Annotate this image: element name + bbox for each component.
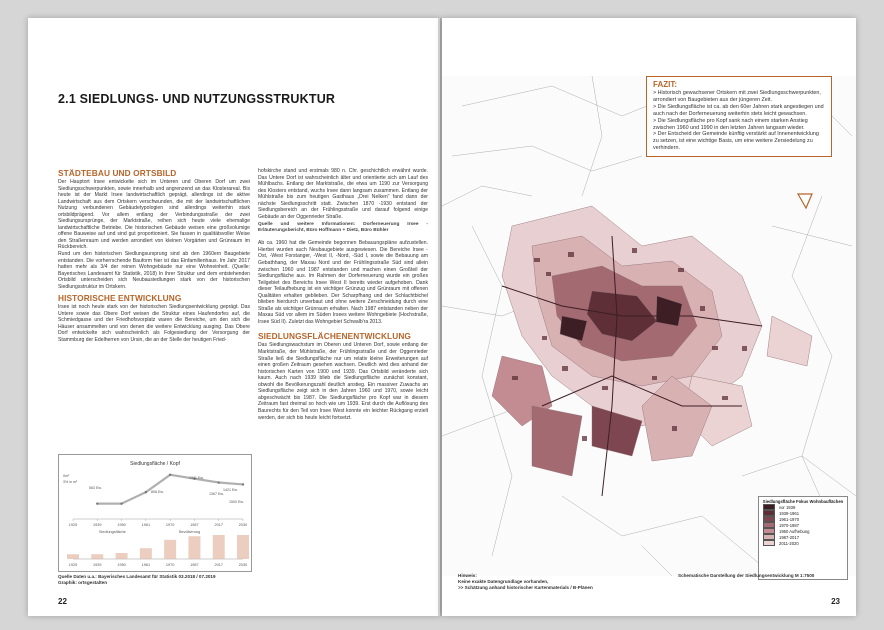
- source-note: Quelle und weitere Informationen: Dorferneuerung Irsee - Erläuterungsbericht, Büro Hoffmann + Dietz, Büro Bühler: [258, 222, 428, 234]
- chart-lower-bar: [213, 535, 225, 559]
- fazit-item: > Die Siedlungsfläche ist ca. ab den 60er Jahren stark angestiegen und auch nach der Dorferneuerung weiterhin stets leicht gewachsen.: [653, 103, 824, 117]
- chart-data-label: 1500 Ew.: [229, 500, 244, 504]
- paragraph-staedtebau-2: Rund um den historischen Siedlungsursprung sind ab den 1960ern Baugebiete entstanden. Die vorherrschende Bauform hier ist das Einfamilienhaus. Im Jahr 2017 hatten mehr als 3/4 der reinen Wohngebäude nur eine Wohneinheit. (Quelle: Bayerisches Landesamt für Statistik, 2018) In ihrer Struktur und dem entstehenden Ortsbild unterscheiden sich Neubausiedlungen stark von der historischen Siedlungsstruktur im Ortskern.: [58, 251, 250, 290]
- paragraph-bebauungsplaene: Ab ca. 1960 hat die Gemeinde begonnen Bebauungspläne aufzustellen. Hierbei wurden auch Neubaugebiete ausgewiesen. Die Bereiche Irsee -Ost, -West Forstanger, -West II, -Nord, -Süd I, sowie die Bebauung am Gebathhang, der Maxau Nord und der Frühlingsstraße Süd sind allein zwischen 1960 und 1987 entstanden und machen einen Großteil der Siedlungsfläche aus. Im Rahmen der Dorferneuerung wurde ein großes Teilgebiet des Bereichs Irsee West II bereits wieder aufgehoben. Dank dieser Teilaufhebung ist ein wichtiger Grünzug und Grünraum mit offenen Qualitäten erhalten geblieben. Der Scharpfhang und der Schlachtbichel blieben hierdurch unverbaut und ohne weitere Zerschneidung durch eine Straße als wichtiger Grünraum erhalten. Nach 1987 entstanden neben der Maxau Süd vor allem im Süden Irsees weitere Wohngebiete (Hochstraße, Irsee Süd II). Zuletzt das Wohngebiet Schwalb'ra 2013.: [258, 240, 428, 325]
- chart-source: [58, 574, 258, 586]
- chart-point: [145, 491, 147, 493]
- chart-lower-tick-label: 2030: [238, 563, 248, 567]
- chart-lower-label: Bevölkerung: [179, 530, 201, 534]
- chart-lower-tick-label: 1961: [141, 563, 151, 567]
- column-1: [58, 168, 250, 344]
- legend-label: 1970-1987: [779, 522, 800, 528]
- paragraph-historische-entwicklung: Irsee ist noch heute stark von der historischen Siedlungsentwicklung geprägt. Das Untere sowie das Obere Dorf weisen die Struktur eines Haufendorfes auf, die Schmiedgasse und der Friedhofsvorplatz waren die Bereiche, um den sich die Häuser ansammelten und von denen die weitere Entwicklung ausging. Das Obere Dorf entwickelte sich wahrscheinlich als Folgesiedlung der Versorgung der Stammburg der Edelherren von Ursin, die an der Stelle der heutigen Fried-: [58, 304, 250, 344]
- chart-lower-bar: [188, 536, 200, 559]
- heading-staedtebau: STÄDTEBAU UND ORTSBILD: [58, 168, 177, 178]
- chart-lower-bar: [67, 554, 79, 559]
- chart-data-label: 3% in m²: [63, 480, 78, 484]
- chart-lower-bar: [91, 554, 103, 559]
- legend-label: 1939-1961: [779, 510, 800, 516]
- chart-tick-label: 1961: [141, 523, 151, 527]
- chart-tick-label: 2030: [238, 523, 248, 527]
- legend-swatch: [763, 540, 775, 546]
- heading-historische-entwicklung: HISTORISCHE ENTWICKLUNG: [58, 293, 182, 304]
- chart-siedlungsflaeche: [58, 454, 252, 572]
- paragraph-history-cont: hofskirche stand und erstmals 980 n. Chr. geschichtlich erwähnt wurde. Das Untere Dorf ist wahrscheinlich älter und orientierte sich am Lauf des Mühlbachs. Entlang der Marktstraße, die etwa um 1190 zur Versorgung des Klosters entstand, wuchs Irsee dann langsam zusammen. Entlang der Mühlstraße bis zum heutigen Gasthaus „Drei Nelken" fand dann der nächste Siedlungsschritt statt. Zwischen 1870 -1930 entstand der Siedlungsbereich an der Frühlingsstraße und darauf folgend einige Gebäude an der Oggenrieder Straße.: [258, 168, 428, 220]
- legend-title: Siedlungsfläche Fokus Wohnbauflächen: [762, 499, 844, 504]
- section-title: 2.1 SIEDLUNGS- UND NUTZUNGSSTRUKTUR: [58, 92, 336, 106]
- chart-tick-label: 1970: [165, 523, 175, 527]
- chart-lower-label: Siedlungsfläche: [99, 530, 126, 534]
- chart-lower-tick-label: 1950: [117, 563, 126, 567]
- fazit-item: > Die Siedlungsfläche pro Kopf sank nach einem starken Anstieg zwischen 1960 und 1990 in den letzten Jahren langsam wieder.: [653, 117, 808, 131]
- chart-point: [120, 502, 122, 504]
- chart-tick-label: 1939: [93, 523, 102, 527]
- chart-lower-tick-label: 1925: [68, 563, 78, 567]
- fazit-title: FAZIT:: [653, 80, 677, 89]
- chart-point: [218, 481, 220, 483]
- chart-lower-tick-label: 1987: [190, 563, 199, 567]
- chart-lower-bar: [116, 553, 128, 559]
- chart-point: [242, 483, 244, 485]
- legend-label: 1987-2017: [779, 534, 800, 540]
- chart-point: [169, 474, 171, 476]
- legend-label: vor 1939: [779, 504, 796, 510]
- chart-tick-label: 2017: [214, 523, 223, 527]
- hint-line-1: Keine exakte Datengrundlage vorhanden,: [458, 579, 549, 584]
- legend-item: [763, 540, 847, 546]
- legend-label: 1961-1970: [779, 516, 800, 522]
- fazit-box: [646, 76, 832, 157]
- chart-point: [96, 502, 98, 504]
- heading-siedlungsflaechenentwicklung: SIEDLUNGSFLÄCHENENTWICKLUNG: [258, 331, 411, 342]
- chart-lower-bar: [164, 540, 176, 559]
- chart-data-label: 1367 Ew.: [209, 492, 224, 496]
- chart-tick-label: 1950: [117, 523, 126, 527]
- page-number-left: 22: [58, 597, 67, 606]
- legend-label: 2011-2020: [779, 540, 799, 546]
- left-page: [28, 18, 440, 616]
- chart-lower-tick-label: 2017: [214, 563, 223, 567]
- legend-label: 1950 Aufhebung: [779, 528, 810, 534]
- chart-lower-bar: [237, 535, 249, 559]
- chart-source-line-2: Graphik: ortsgestalten: [58, 580, 108, 585]
- fazit-item: > Historisch gewachsener Ortskern mit zwei Siedlungsschwerpunkten, arrondiert von Baugebieten aus der jüngeren Zeit.: [653, 90, 821, 103]
- chart-lower-bar: [140, 548, 152, 559]
- chart-lower-tick-label: 1939: [93, 563, 102, 567]
- fazit-item: > Der Entscheid der Gemeinde künftig verstärkt auf Innenentwicklung zu setzen, ist eine wichtige Basis, um eine weitere Zersiedelung zu verhindern.: [653, 131, 819, 152]
- map-legend: [758, 496, 848, 580]
- chart-data-label: 1341 Ew.: [189, 476, 204, 480]
- chart-lower-tick-label: 1970: [165, 563, 175, 567]
- paragraph-siedlungsflaeche: Das Siedlungswachstum im Oberen und Unteren Dorf, sowie entlang der Marktstraße, der Mühlstraße, der Frühlingsstraße und der Oggenrieder Straße ließ die Siedlungsfläche nur um relativ kleine Erweiterungen auf einen großen Zeitraum gesehen wachsen. Deutlich wird dies anhand der historischen Karten von 1900 und 1939. Das Ortsbild veränderte sich kaum. Auch nach 1939 blieb die Siedlungsfläche zunächst konstant, obwohl die Bevölkerungszahl deutlich anstieg. Ein massiver Zuwachs an Siedlungsfläche zeigt sich in den Jahren 1960 und 1970, sowie leicht abgeschwächt bis 1987. Die Siedlungsfläche pro Kopf war in diesem Zeitraum fast dreimal so hoch wie um 1939. Erst durch die Auflösung des Baurechts für den Teil von Irsee West konnte ein leichter Rückgang erzielt werden, der sich bis heute leicht fortsetzt.: [258, 342, 428, 421]
- right-page: [442, 18, 856, 616]
- chart-source-line-1: Quelle Daten u.a.: Bayerisches Landesamt für Statistik 03.2018 / 07.2019: [58, 574, 216, 579]
- chart-data-label: 563 Ew.: [89, 486, 102, 490]
- chart-series-line: [97, 475, 243, 504]
- column-2: [258, 168, 428, 421]
- chart-title: Siedlungsfläche / Kopf: [130, 461, 180, 467]
- paragraph-staedtebau: Der Hauptort Irsee entwickelte sich im Unteren und Oberen Dorf um zwei Siedlungsschwerpunkten, sowie innerhalb und angrenzend an das Klosterareal. Bis heute ist der Markt Irsee landwirtschaftlich geprägt, allerdings ist die aktive Landwirtschaft aus dem Ortskern verschwunden, die mit der landwirtschaftlichen Nutzung verbundenen Gebäudetypologien sind allerdings weiterhin stark ortsbildprägend. Vor allem entlang der Verbindungsstraße der zwei Siedlungsursprünge, der Marktstraße, reihen sich heute viele ehemalige landwirtschaftliche Betriebe. Die historischen Gebäude weisen eine großvolumige offene Bauweise auf und sind gut proportioniert. Sie fassen in qualitätsvoller Weise den Straßenraum und werden arrondiert von kleinen Vorgärten und Grünraum im Rückbereich.: [58, 179, 250, 251]
- chart-data-label: 0m²: [63, 474, 70, 478]
- map-caption: Schematische Darstellung der Siedlungsentwicklung M 1:7500: [678, 573, 815, 578]
- chart-tick-label: 1925: [68, 523, 78, 527]
- page-number-right: 23: [831, 597, 840, 606]
- chart-data-label: 1421 Ew.: [223, 488, 238, 492]
- hint-title: Hinweis:: [458, 573, 477, 578]
- chart-data-label: 808 Ew.: [151, 490, 164, 494]
- hint-line-2: >> Schätzung anhand historischer Kartenmaterials / B-Plänen: [458, 585, 593, 590]
- map-hint: [458, 573, 593, 591]
- chart-svg: [59, 455, 251, 571]
- chart-tick-label: 1987: [190, 523, 199, 527]
